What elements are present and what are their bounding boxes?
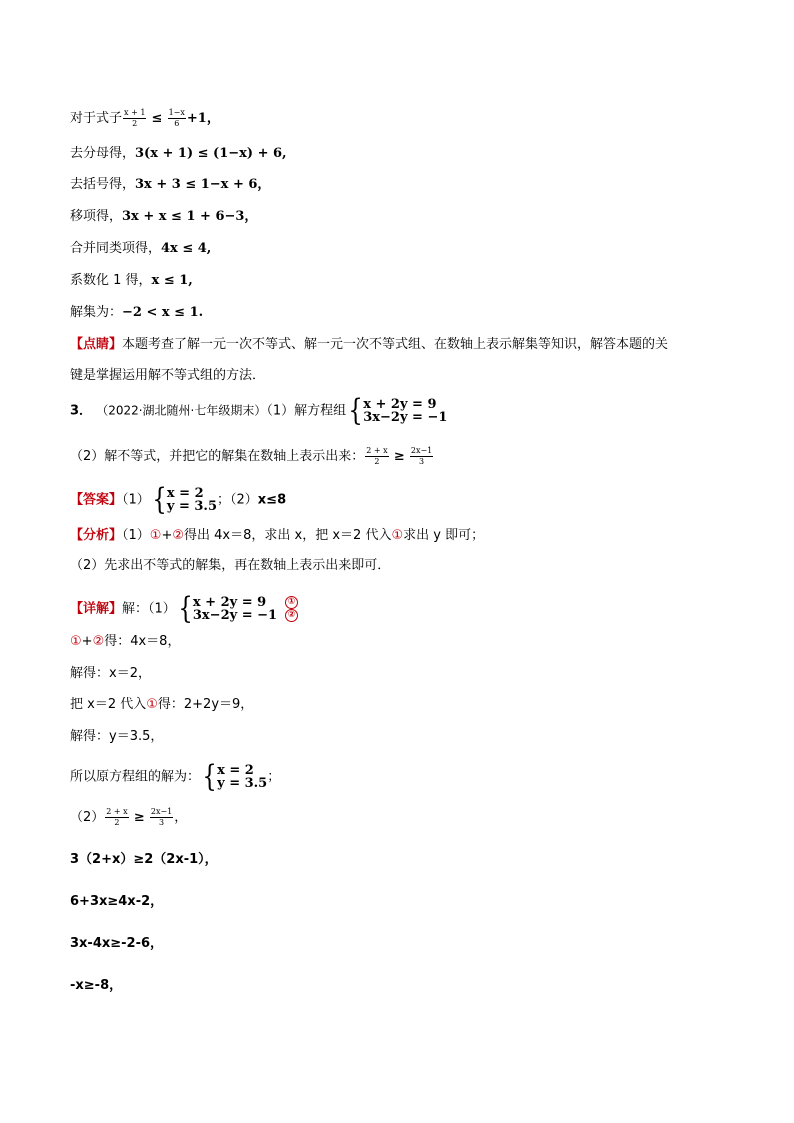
equation-system: [346, 393, 448, 428]
question-source: （2022·湖北随州·七年级期末）: [96, 403, 267, 418]
frac-den: 2: [374, 457, 380, 466]
fraction-1: [105, 807, 128, 828]
question-part-2-text: （2）解不等式，并把它的解集在数轴上表示出来：: [70, 449, 365, 464]
analysis-label: 【分析】: [70, 528, 123, 543]
le-sign: ≤: [151, 111, 163, 126]
analysis-line-1: [70, 527, 484, 545]
dianjing-line-1: [70, 336, 668, 354]
circled-1-icon: ①: [149, 528, 162, 543]
fraction-2: [168, 108, 186, 129]
analysis-text-1a: （1）: [122, 528, 150, 543]
question-number: 3．: [70, 403, 93, 419]
left-brace-icon: {: [152, 482, 167, 517]
line-3: [70, 176, 270, 194]
ge-sign: ≥: [133, 810, 145, 825]
l1-suffix: +1，: [186, 111, 220, 126]
detail-step-6-text: 3（2+x）≥2（2x-1），: [70, 852, 218, 867]
frac-num: 2 + x: [106, 807, 128, 816]
detail-step-1-text: 得：4x＝8，: [104, 634, 181, 649]
equation-1: x + 2y = 9: [363, 397, 437, 412]
frac-num: 2x−1: [410, 446, 433, 455]
line-2: [70, 145, 287, 163]
answer-sep: ；（2）: [217, 492, 258, 508]
l6-text: 系数化 1 得，: [70, 273, 152, 288]
l5-math: 4x ≤ 4,: [161, 241, 212, 256]
line-6: [70, 272, 193, 290]
frac-num: x + 1: [124, 108, 146, 117]
circled-1-icon: ①: [146, 697, 158, 712]
equation-2: 3x−2y = −1: [363, 410, 448, 425]
frac-den: 2: [132, 119, 138, 128]
frac-num: 1−x: [168, 108, 185, 117]
detail-step-7: [70, 893, 163, 911]
analysis-text-1c: 求出 y 即可；: [403, 528, 485, 543]
fraction-1: [123, 108, 146, 129]
detail-step-4: [70, 728, 163, 746]
answer-part-1: （1）: [122, 492, 150, 508]
detail-step-8: [70, 935, 163, 953]
question-part-1: （1）解方程组: [266, 403, 347, 419]
line-4: [70, 208, 257, 226]
ge-sign: ≥: [393, 449, 405, 464]
detail-label: 【详解】: [70, 601, 123, 617]
answer-system: [150, 482, 218, 517]
l7-math: −2 < x ≤ 1.: [122, 305, 204, 320]
answer-sol-1: x = 2: [166, 486, 204, 501]
left-brace-icon: {: [178, 591, 193, 626]
answer-part-2: x≤8: [257, 492, 287, 508]
detail-step-2-text: 解得：x＝2，: [70, 666, 151, 681]
answer-label: 【答案】: [70, 492, 123, 508]
left-brace-icon: {: [202, 759, 217, 794]
fraction-2: [410, 446, 433, 467]
detail-step-3a: 把 x＝2 代入: [70, 697, 147, 712]
dianjing-line-2: [70, 367, 265, 385]
detail-step-9-text: -x≥-8，: [70, 978, 123, 993]
l1-prefix: 对于式子: [70, 111, 123, 126]
frac-den: 3: [159, 818, 165, 827]
dianjing-text-2: 键是掌握运用解不等式组的方法．: [70, 368, 266, 383]
detail-step-4-text: 解得：y＝3.5，: [70, 729, 164, 744]
solution-1: x = 2: [217, 763, 254, 778]
detail-step-3b: 得：2+2y＝9，: [157, 697, 254, 712]
detail-eq-2: 3x−2y = −1: [192, 608, 278, 623]
circled-1-icon: ①: [285, 596, 298, 609]
circled-2-icon: ②: [285, 609, 298, 622]
circled-2-icon: ②: [172, 528, 185, 543]
solution-system: [200, 759, 268, 794]
left-brace-icon: {: [348, 393, 363, 428]
detail-part-2-line: [70, 807, 187, 828]
analysis-line-2: [70, 557, 390, 575]
plus-sign: +: [161, 528, 173, 543]
question-part-2-line: [70, 446, 434, 467]
detail-step-2: [70, 665, 151, 683]
detail-step-3: [70, 696, 253, 714]
answer-sol-2: y = 3.5: [166, 499, 218, 514]
l5-text: 合并同类项得，: [70, 241, 162, 256]
l3-math: 3x + 3 ≤ 1−x + 6，: [135, 177, 271, 192]
frac-num: 2x−1: [150, 807, 173, 816]
detail-step-5-end: ；: [267, 769, 281, 785]
detail-step-1: [70, 633, 180, 651]
line-7: [70, 304, 203, 322]
dianjing-label: 【点睛】: [70, 337, 123, 352]
frac-den: 6: [174, 119, 180, 128]
detail-step-5: [70, 759, 281, 794]
circled-2-icon: ②: [92, 634, 105, 649]
detail-line-1: [70, 591, 298, 626]
frac-den: 2: [114, 818, 120, 827]
line-5: [70, 240, 211, 258]
plus-sign: +: [81, 634, 93, 649]
equation-marks: [285, 596, 298, 622]
solution-2: y = 3.5: [217, 776, 268, 791]
analysis-text-1b: 得出 4x＝8，求出 x，把 x＝2 代入: [184, 528, 392, 543]
l6-math: x ≤ 1,: [151, 273, 193, 288]
detail-step-9: [70, 977, 122, 995]
detail-step-5-text: 所以原方程组的解为：: [70, 769, 201, 785]
l2-math: 3(x + 1) ≤ (1−x) + 6,: [135, 146, 287, 161]
circled-1-icon: ①: [70, 634, 82, 649]
line-1: [70, 108, 220, 129]
detail-intro: 解：（1）: [122, 601, 176, 617]
l4-math: 3x + x ≤ 1 + 6−3，: [122, 209, 258, 224]
detail-step-6: [70, 851, 218, 869]
frac-den: 3: [419, 457, 425, 466]
dianjing-text-1: 本题考查了解一元一次不等式、解一元一次不等式组、在数轴上表示解集等知识，解答本题的关: [122, 337, 669, 352]
detail-p2-label: （2）: [70, 810, 105, 825]
answer-line: [70, 482, 287, 517]
detail-system: [176, 591, 278, 626]
detail-step-7-text: 6+3x≥4x-2，: [70, 894, 164, 909]
circled-1-icon: ①: [391, 528, 404, 543]
detail-p2-end: ，: [174, 810, 188, 825]
detail-eq-1: x + 2y = 9: [192, 595, 267, 610]
l4-text: 移项得，: [70, 209, 123, 224]
analysis-text-2: （2）先求出不等式的解集，再在数轴上表示出来即可．: [70, 558, 391, 573]
question-3-line: [70, 393, 448, 428]
fraction-1: [365, 446, 388, 467]
l7-text: 解集为：: [70, 305, 123, 320]
l2-text: 去分母得，: [70, 146, 136, 161]
l3-text: 去括号得，: [70, 177, 136, 192]
frac-num: 2 + x: [366, 446, 388, 455]
detail-step-8-text: 3x-4x≥-2-6，: [70, 936, 164, 951]
fraction-2: [150, 807, 173, 828]
